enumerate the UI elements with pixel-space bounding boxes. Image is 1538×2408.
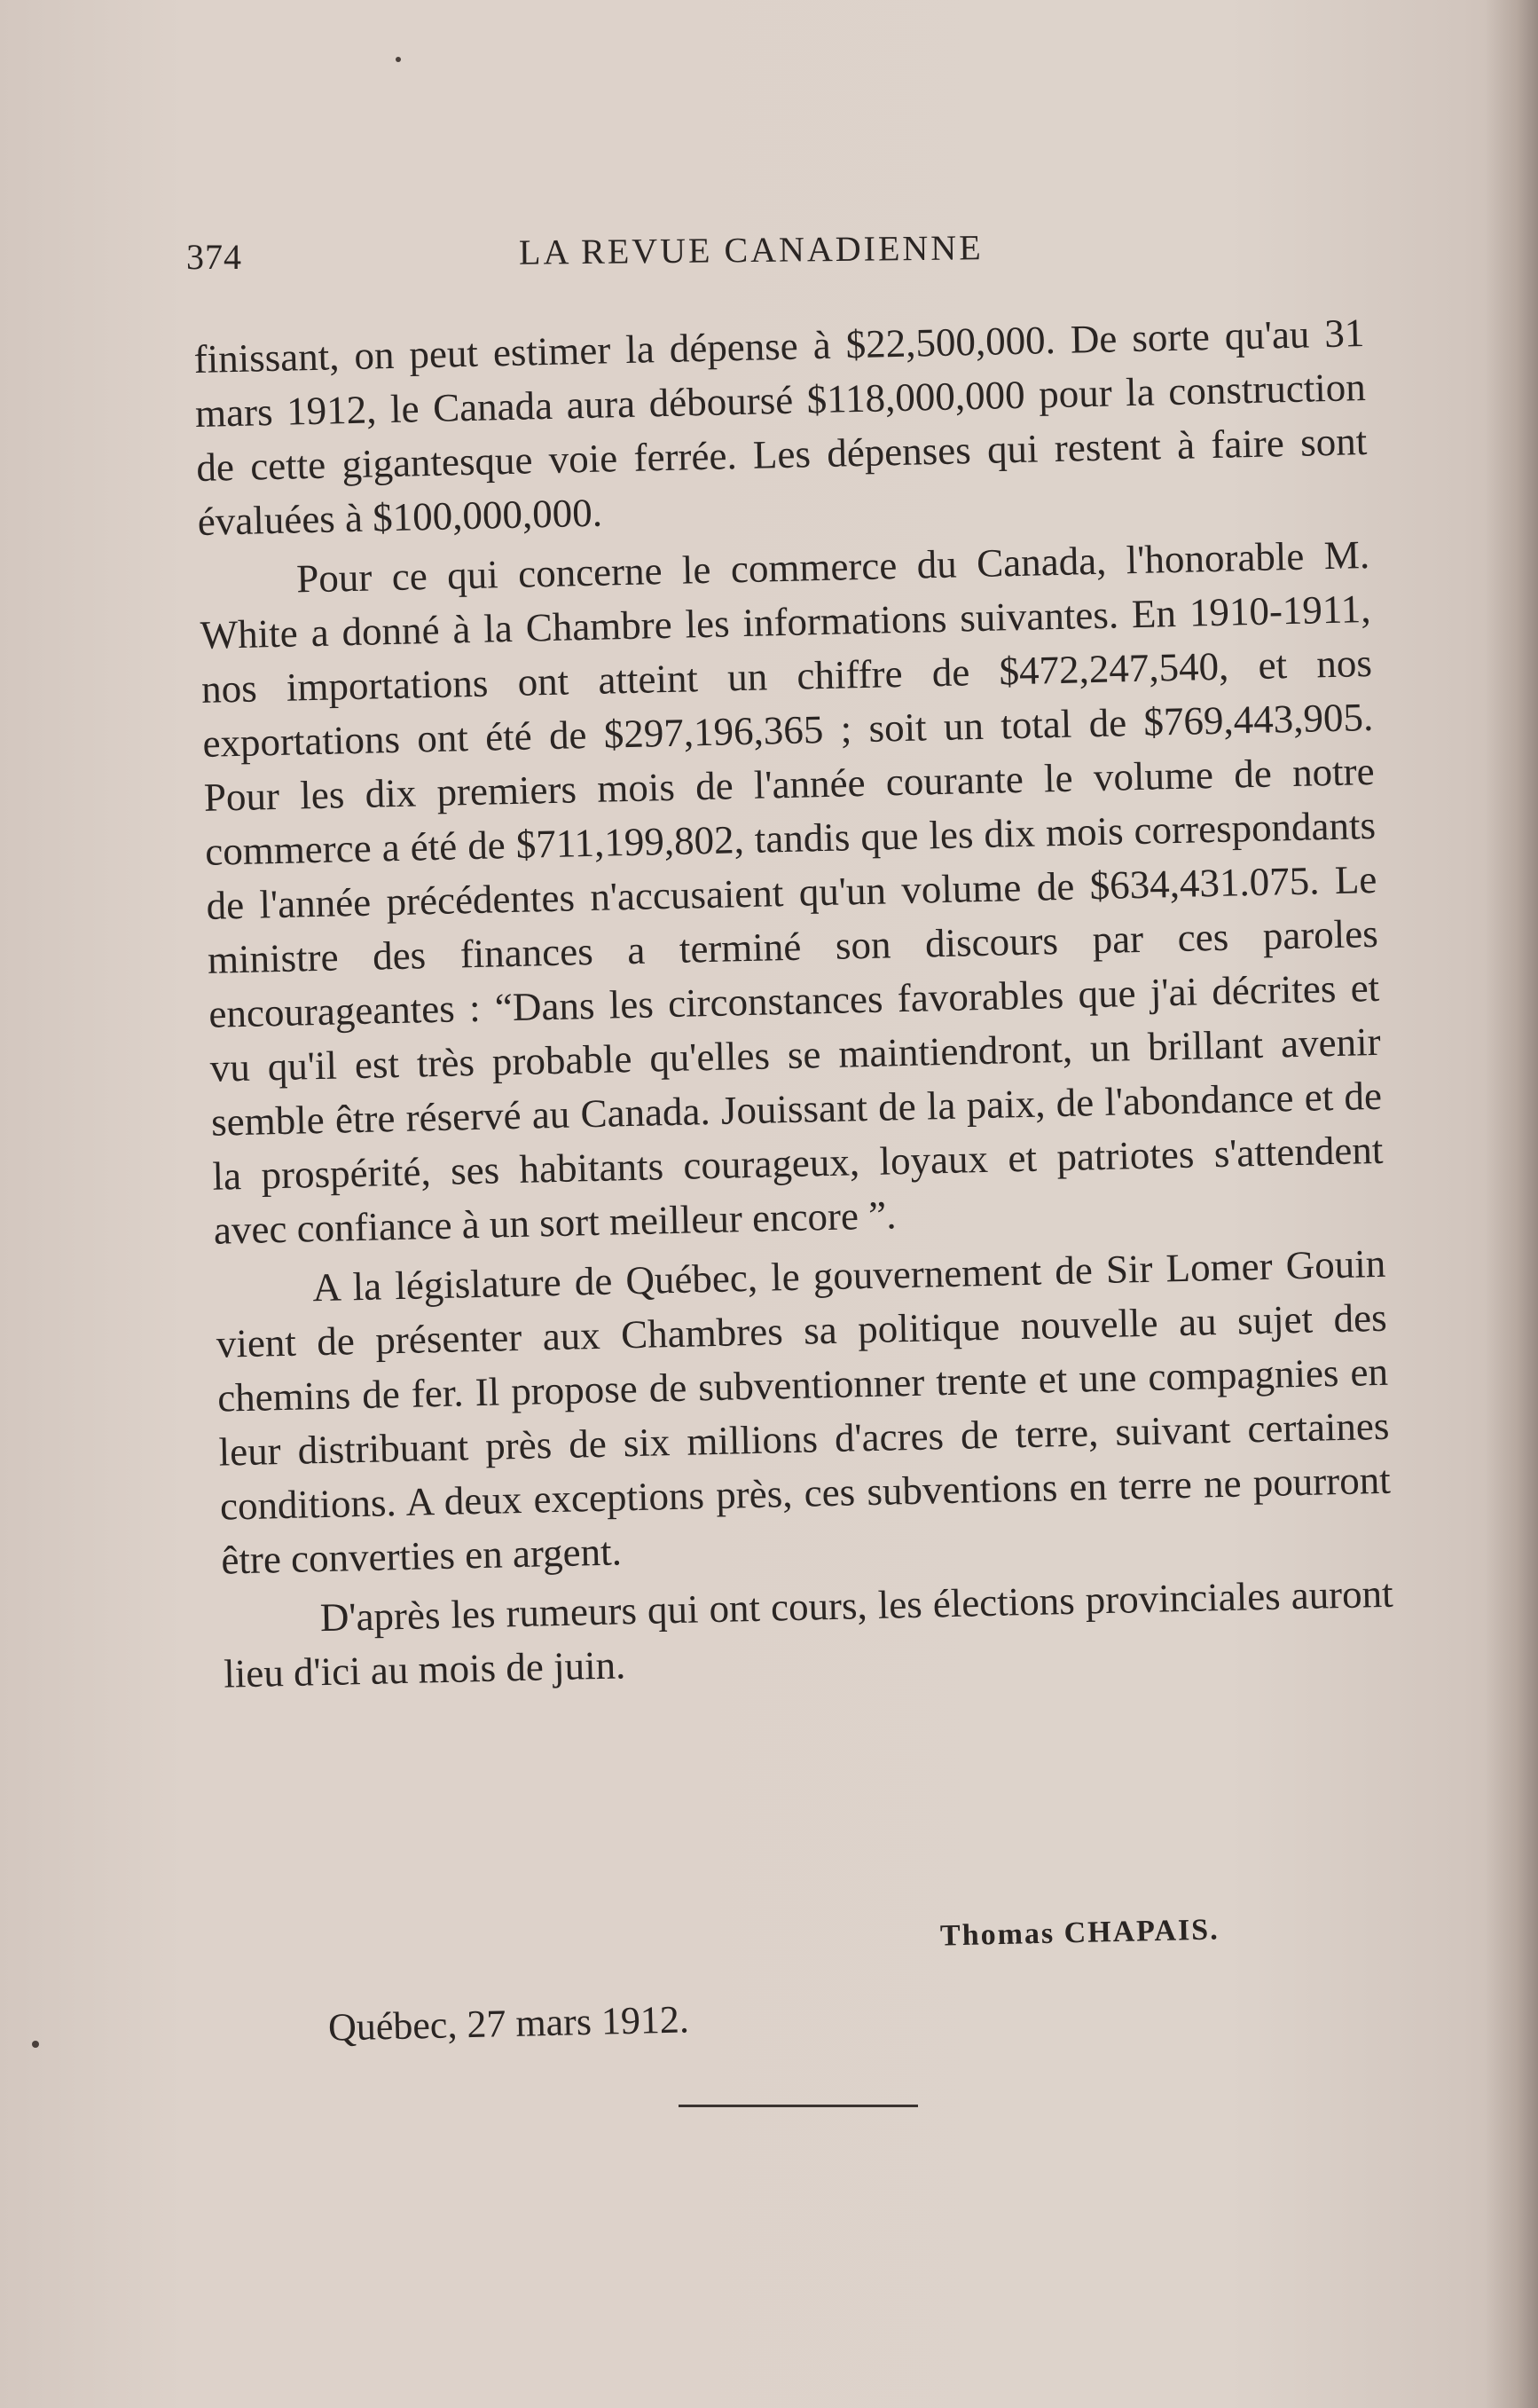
paragraph-elections: D'après les rumeurs qui ont cours, les élections provinciales auront lieu d'ici au mois de juin. bbox=[223, 1570, 1394, 1696]
paragraph-commerce: Pour ce qui concerne le commerce du Canada, l'honorable M. White a donné à la Chambre les informations suivantes. En 1910-1911, nos importations ont atteint un chiffre de $472,247,540, et nos exportations ont été de $297,196,365 ; soit un total de $769,443,905. Pour les dix premiers mois de l'année courante le volume de notre commerce a été de $711,199,802, tandis que les dix mois correspondants de l'année précédentes n'accusaient qu'un volume de $634,431.075. Le ministre des finances a terminé son discours par ces paroles encourageantes : “Dans les circonstances favorables que j'ai décrites et vu qu'il est très probable qu'elles se maintiendront, un brillant avenir semble être réservé au Canada. Jouissant de la paix, de l'abondance et de la prospérité, ses habitants courageux, loyaux et patriotes s'attendent avec confiance à un sort meilleur encore ”. bbox=[200, 531, 1384, 1253]
dateline: Québec, 27 mars 1912. bbox=[327, 1997, 690, 2050]
article-body bbox=[193, 306, 1395, 1707]
journal-title: LA REVUE CANADIENNE bbox=[518, 227, 984, 272]
page-number: 374 bbox=[186, 237, 242, 277]
running-head bbox=[186, 229, 1366, 282]
closing-rule bbox=[679, 2105, 918, 2107]
paper-speck bbox=[32, 2041, 39, 2048]
paragraph-legislature: A la législature de Québec, le gouvernement de Sir Lomer Gouin vient de présenter aux Chambres sa politique nouvelle au sujet des chemins de fer. Il propose de subventionner trente et une compagnies en leur distribuant près de six millions d'acres de terre, suivant certaines conditions. A deux exceptions près, ces subventions en terre ne pourront être converties en argent. bbox=[216, 1240, 1392, 1583]
paragraph-continuation: finissant, on peut estimer la dépense à $22,500,000. De sorte qu'au 31 mars 1912, le Canada aura déboursé $118,000,000 pour la construction de cette gigantesque voie ferrée. Les dépenses qui restent à faire sont évaluées à $100,000,000. bbox=[193, 311, 1368, 544]
paper-speck bbox=[396, 57, 401, 62]
page-edge-shadow bbox=[1485, 0, 1538, 2408]
author-signature: Thomas CHAPAIS. bbox=[939, 1913, 1220, 1953]
